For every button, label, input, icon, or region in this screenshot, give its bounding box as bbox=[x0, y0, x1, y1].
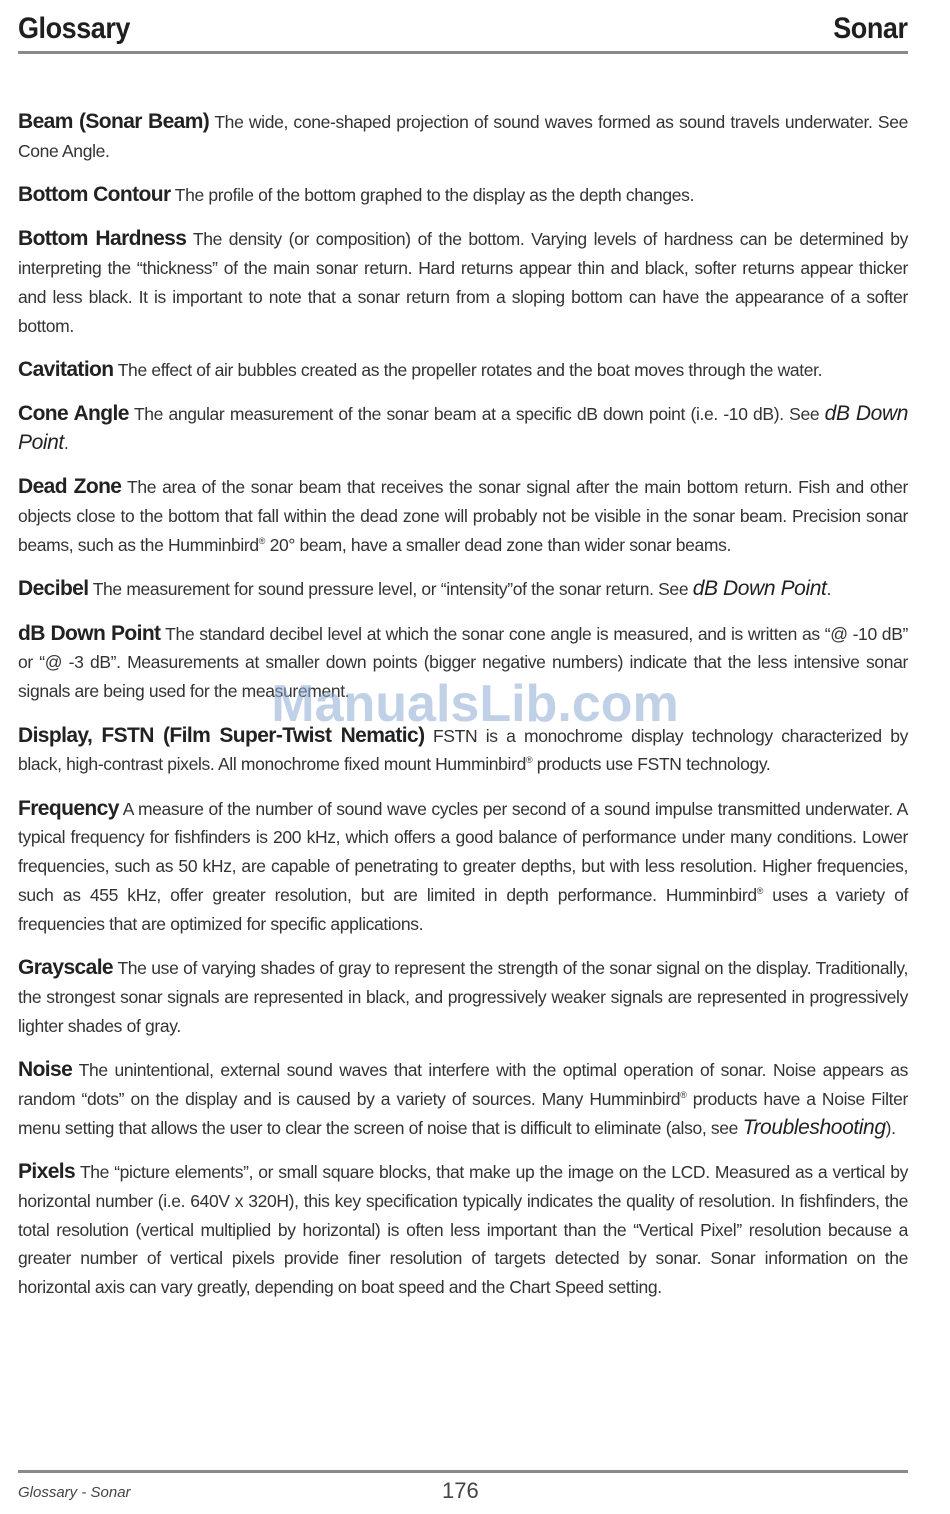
registered-mark: ® bbox=[258, 536, 266, 547]
glossary-entry-bottom-contour bbox=[18, 181, 908, 210]
cross-reference-link[interactable]: dB Down Point bbox=[692, 577, 827, 601]
glossary-list bbox=[18, 108, 908, 1317]
glossary-entry-noise bbox=[18, 1056, 908, 1142]
footer-section-label: Glossary - Sonar bbox=[18, 1484, 131, 1501]
glossary-definition: The unintentional, external sound waves that interfere with the optimal operation of sonar. Noise appears as random “dots” on the display and is caused by a variety of sources. Many Humminbird bbox=[18, 1060, 908, 1109]
glossary-definition: The angular measurement of the sonar beam at a specific dB down point (i.e. -10 dB). See bbox=[133, 404, 820, 425]
glossary-term: Pixels bbox=[18, 1159, 76, 1183]
glossary-entry-grayscale bbox=[18, 954, 908, 1040]
glossary-definition: The profile of the bottom graphed to the display as the depth changes. bbox=[174, 185, 695, 206]
cross-reference-link[interactable]: dB Down Point bbox=[18, 402, 909, 455]
glossary-entry-db-down-point bbox=[18, 620, 908, 706]
glossary-term: Bottom Hardness bbox=[18, 227, 187, 251]
glossary-definition: The wide, cone-shaped projection of sound waves formed as sound travels underwater. See Cone Angle. bbox=[18, 112, 909, 161]
glossary-term: Frequency bbox=[18, 796, 119, 820]
glossary-entry-beam bbox=[18, 108, 908, 166]
glossary-entry-bottom-hardness bbox=[18, 225, 908, 340]
glossary-definition-end: ). bbox=[885, 1117, 896, 1138]
glossary-entry-pixels bbox=[18, 1158, 908, 1302]
glossary-definition-end: . bbox=[63, 433, 69, 454]
glossary-term: Dead Zone bbox=[18, 475, 122, 499]
glossary-entry-cone-angle bbox=[18, 400, 908, 458]
glossary-term: Beam (Sonar Beam) bbox=[18, 110, 210, 133]
glossary-definition: The use of varying shades of gray to represent the strength of the sonar signal on the display. Traditionally, the strongest sonar signals are represented in black, and progressively weaker signals are represented in progressively lighter shades of gray. bbox=[18, 958, 909, 1036]
glossary-definition-end: uses a variety of frequencies that are optimized for specific applications. bbox=[18, 885, 908, 934]
glossary-definition-end: 20° beam, have a smaller dead zone than wider sonar beams. bbox=[265, 535, 732, 556]
glossary-definition: The density (or composition) of the bottom. Varying levels of hardness can be determined by interpreting the “thickness” of the main sonar return. Hard returns appear thin and black, softer returns appear thicker and less black. It is important to note that a sonar return from a sloping bottom can have the appearance of a softer bottom. bbox=[18, 229, 909, 336]
header-section-title: Glossary bbox=[18, 12, 130, 45]
glossary-term: Decibel bbox=[18, 577, 89, 601]
glossary-term: Bottom Contour bbox=[18, 183, 171, 207]
page-number: 176 bbox=[442, 1478, 479, 1503]
glossary-definition-end: products use FSTN technology. bbox=[532, 754, 771, 775]
glossary-definition: A measure of the number of sound wave cycles per second of a sound impulse transmitted underwater. A typical frequency for fishfinders is 200 kHz, which offers a good balance of performance under many conditions. Lower frequencies, such as 50 kHz, are capable of penetrating to greater depths, but with less resolution. Higher frequencies, such as 455 kHz, offer greater resolution, but are limited in depth performance. Humminbird bbox=[18, 798, 908, 906]
registered-mark: ® bbox=[756, 886, 763, 897]
glossary-entry-display-fstn bbox=[18, 722, 908, 780]
footer-divider bbox=[18, 1470, 908, 1473]
glossary-term: Cavitation bbox=[18, 358, 114, 382]
registered-mark: ® bbox=[680, 1089, 687, 1100]
glossary-term: Grayscale bbox=[18, 956, 114, 980]
glossary-definition-end: . bbox=[826, 579, 831, 600]
cross-reference-link[interactable]: Troubleshooting bbox=[742, 1115, 886, 1139]
glossary-entry-frequency bbox=[18, 795, 908, 939]
glossary-entry-cavitation bbox=[18, 356, 908, 385]
glossary-definition-mid: products have a Noise Filter menu setting that allows the user to clear the screen of noise that is difficult to eliminate (also, see bbox=[18, 1088, 909, 1138]
header-divider bbox=[18, 51, 908, 54]
glossary-term: dB Down Point bbox=[18, 621, 161, 645]
registered-mark: ® bbox=[525, 755, 533, 766]
page-header bbox=[18, 10, 908, 46]
glossary-definition: The effect of air bubbles created as the propeller rotates and the boat moves through the water. bbox=[117, 360, 823, 381]
glossary-term: Cone Angle bbox=[18, 402, 129, 426]
watermark: ManualsLib.com bbox=[271, 675, 679, 733]
glossary-entry-dead-zone bbox=[18, 473, 908, 559]
glossary-definition: The area of the sonar beam that receives the sonar signal after the main bottom return. Fish and other objects close to the bottom that fall within the dead zone will probably not be visible in the sonar beam. Precision sonar beams, such as the Humminbird bbox=[18, 477, 909, 556]
glossary-entry-decibel bbox=[18, 575, 908, 604]
glossary-definition: FSTN is a monochrome display technology characterized by black, high-contrast pixels. All monochrome fixed mount Humminbird bbox=[18, 725, 909, 775]
glossary-term: Noise bbox=[18, 1058, 73, 1082]
glossary-definition: The measurement for sound pressure level, or “intensity”of the sonar return. See bbox=[92, 579, 689, 600]
glossary-definition: The “picture elements”, or small square blocks, that make up the image on the LCD. Measured as a vertical by horizontal number (i.e. 640V x 320H), this key specification typically indicates the quality of resolution. In fishfinders, the total resolution (vertical multiplied by horizontal) is often less important than the “Vertical Pixel” resolution because a greater number of vertical pixels provide finer resolution of targets detected by sonar. Sonar information on the horizontal axis can vary greatly, depending on boat speed and the Chart Speed setting. bbox=[18, 1161, 908, 1298]
glossary-definition: The standard decibel level at which the sonar cone angle is measured, and is written as “@ -10 dB” or “@ -3 dB”. Measurements at smaller down points (bigger negative numbers) indicate that the less intensive sonar signals are being used for the measurement. bbox=[18, 623, 908, 702]
glossary-term: Display, FSTN (Film Super-Twist Nematic) bbox=[18, 723, 425, 747]
header-chapter-title: Sonar bbox=[833, 12, 908, 45]
